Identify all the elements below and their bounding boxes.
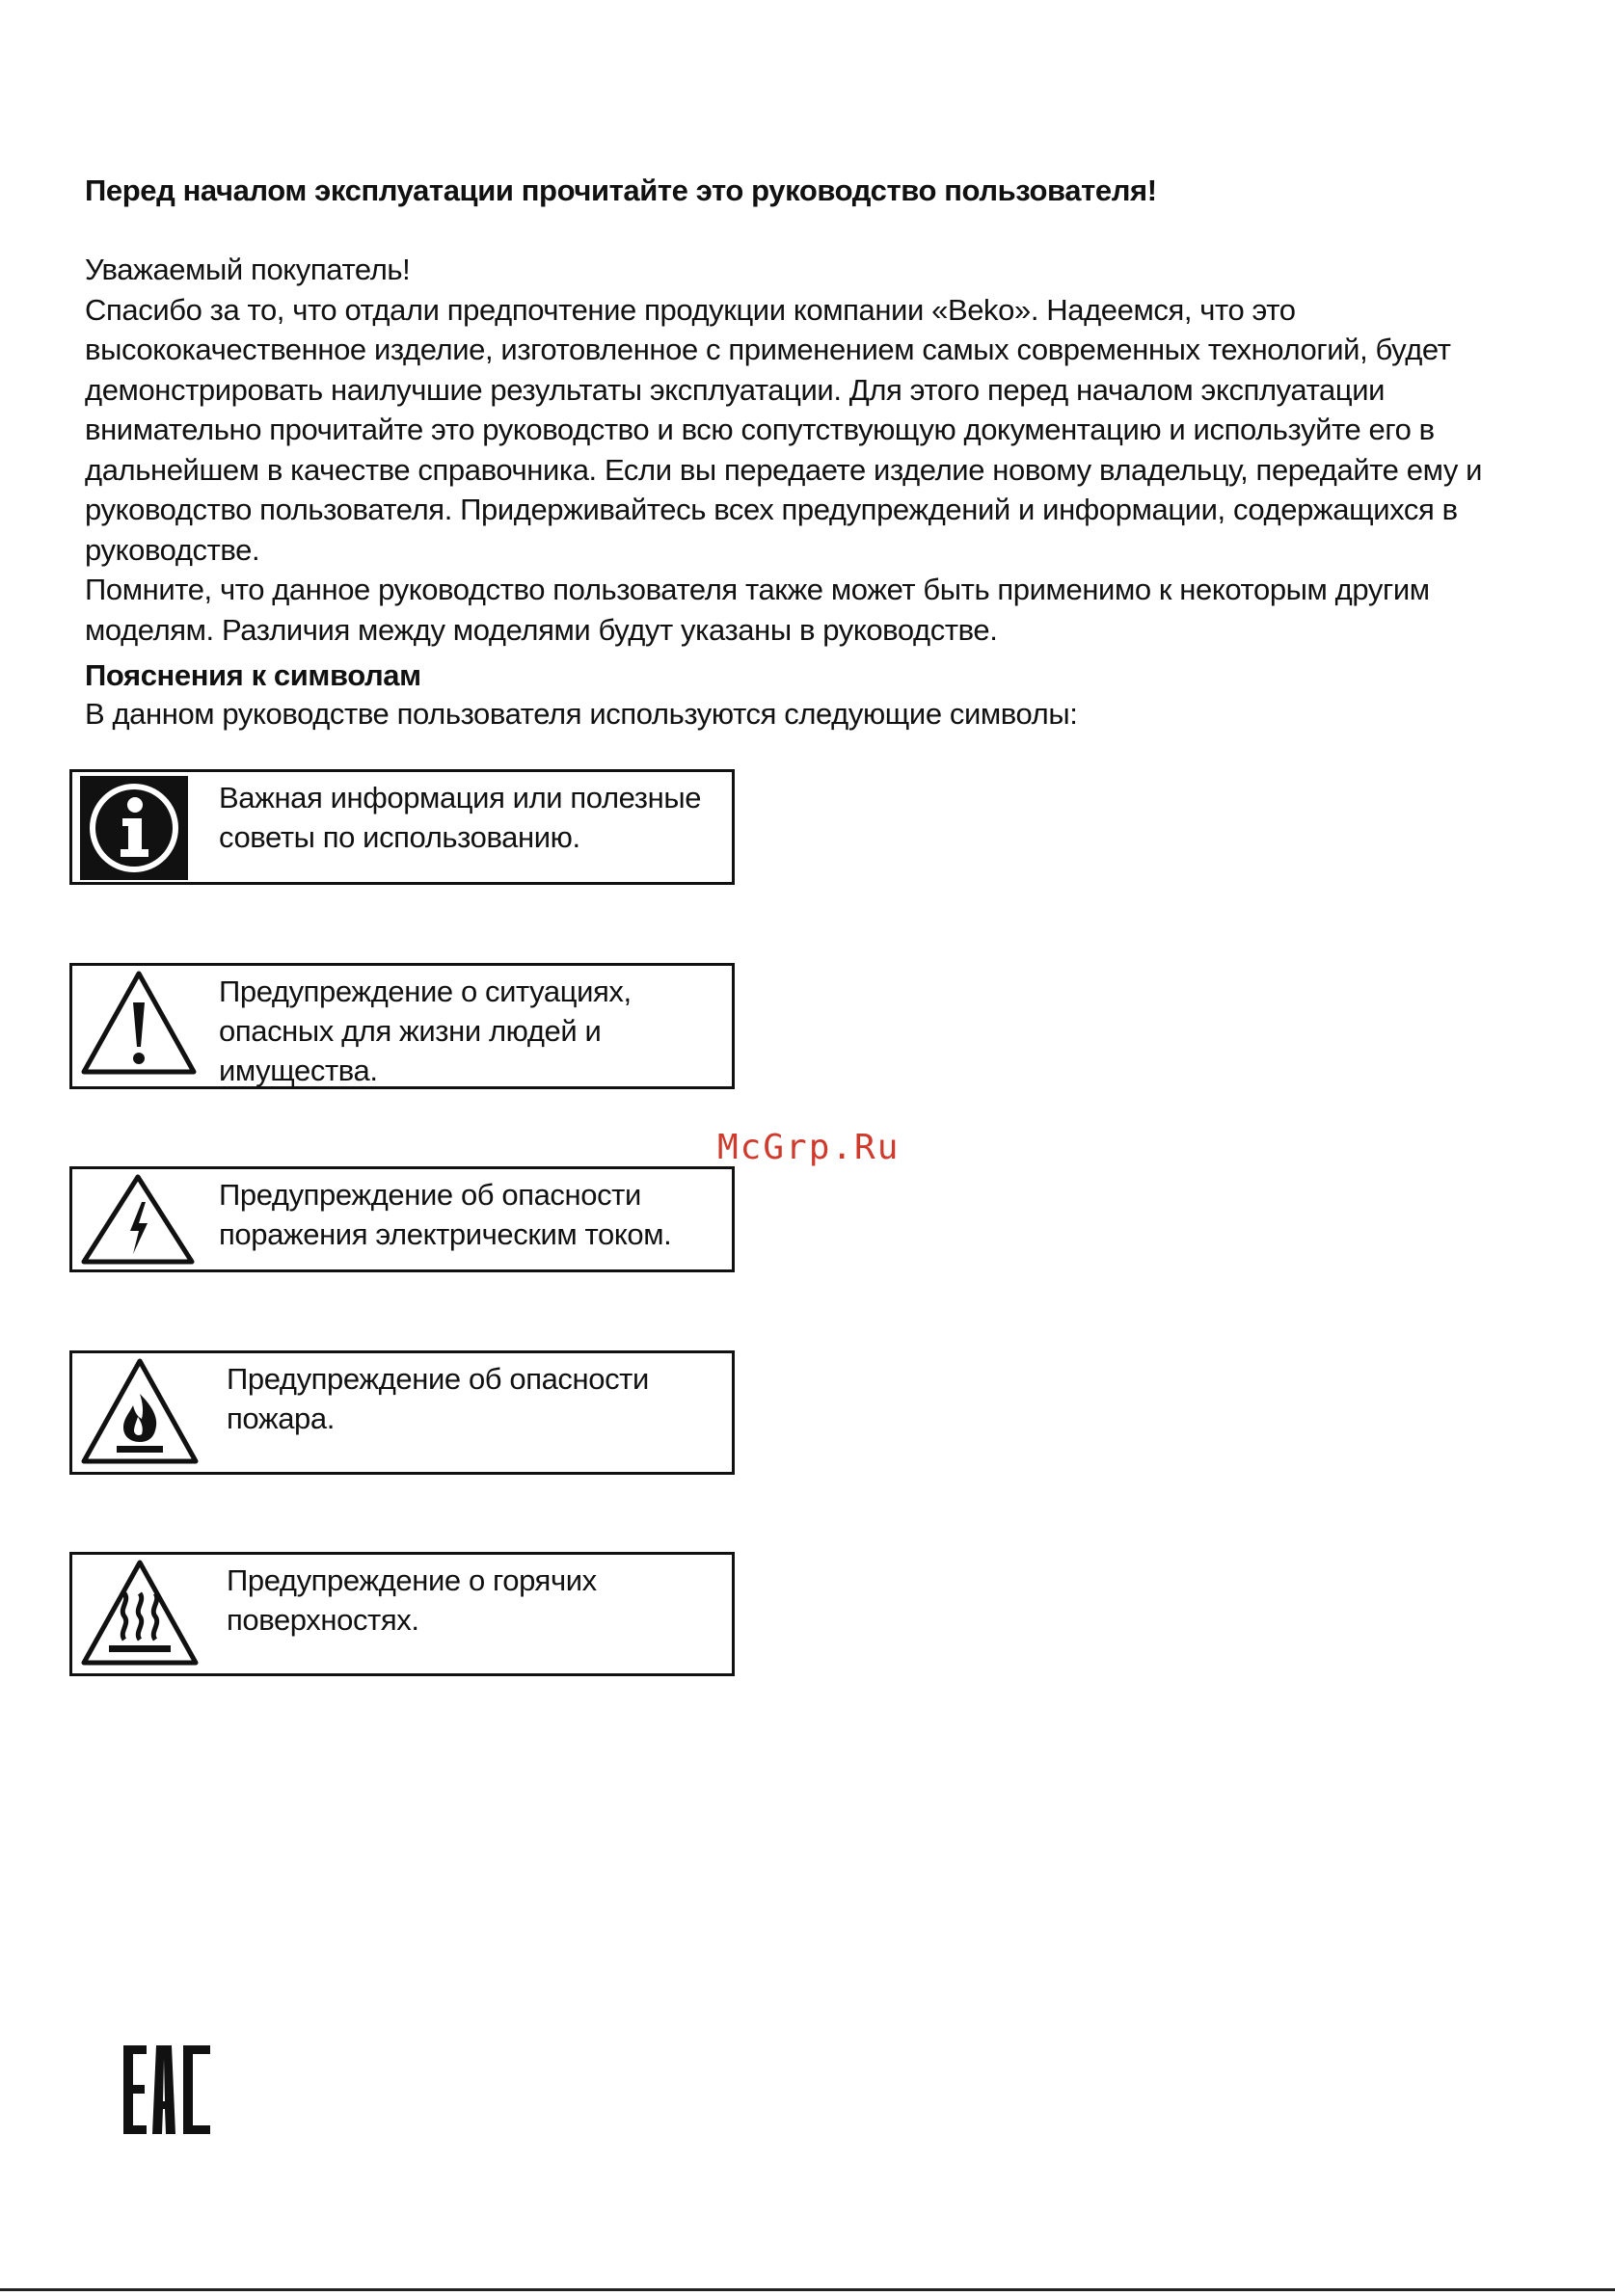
fire-icon — [80, 1357, 200, 1467]
info-symbol-text-line-1: Важная информация или полезные — [219, 781, 702, 814]
models-note-paragraph: Помните, что данное руководство пользователя также может быть применимо к некоторым другим моделям. Различия между моделями будут указаны в руководстве. — [85, 573, 1430, 647]
electric-symbol-text-line-1: Предупреждение об опасности — [219, 1178, 641, 1212]
hot-surface-icon — [80, 1559, 200, 1669]
intro-text — [85, 250, 1521, 650]
warning-icon — [80, 970, 198, 1078]
symbol-item-info — [69, 769, 735, 885]
warning-symbol-text-line-2: опасных для жизни людей и — [219, 1014, 602, 1048]
symbols-section-intro: В данном руководстве пользователя используются следующие символы: — [85, 697, 1078, 731]
symbol-item-warning — [69, 963, 735, 1089]
symbol-item-electric — [69, 1166, 735, 1272]
symbol-item-fire — [69, 1350, 735, 1475]
intro-paragraph: Спасибо за то, что отдали предпочтение продукции компании «Beko». Надеемся, что это высококачественное изделие, изготовленное с применением самых современных технологий, будет демонстрировать наилучшие результаты эксплуатации. Для этого перед началом эксплуатации внимательно прочитайте это руководство и всю сопутствующую документацию и используйте его в дальнейшем в качестве справочника. Если вы передаете изделие новому владельцу, передайте ему и руководство пользователя. Придерживайтесь всех предупреждений и информации, содержащихся в руководстве. — [85, 292, 1483, 567]
greeting: Уважаемый покупатель! — [85, 253, 411, 286]
hot-surface-symbol-text-line-1: Предупреждение о горячих — [227, 1563, 597, 1597]
warning-symbol-text-line-1: Предупреждение о ситуациях, — [219, 974, 632, 1008]
symbol-item-hot-surface — [69, 1552, 735, 1676]
hot-surface-symbol-text-line-2: поверхностях. — [227, 1603, 419, 1637]
fire-symbol-text-line-1: Предупреждение об опасности — [227, 1362, 649, 1396]
info-symbol-text-line-2: советы по использованию. — [219, 820, 580, 854]
fire-symbol-text-line-2: пожара. — [227, 1402, 335, 1435]
symbols-section-title: Пояснения к символам — [85, 658, 421, 692]
watermark: McGrp.Ru — [717, 1128, 901, 1167]
electric-symbol-text-line-2: поражения электрическим током. — [219, 1217, 672, 1251]
page-title: Перед началом эксплуатации прочитайте это руководство пользователя! — [85, 174, 1157, 207]
info-icon — [80, 776, 188, 880]
eac-certification-mark — [123, 2045, 210, 2134]
page-bottom-rule — [0, 2288, 1615, 2291]
warning-symbol-text-line-3: имущества. — [219, 1054, 378, 1087]
electric-shock-icon — [80, 1173, 196, 1266]
